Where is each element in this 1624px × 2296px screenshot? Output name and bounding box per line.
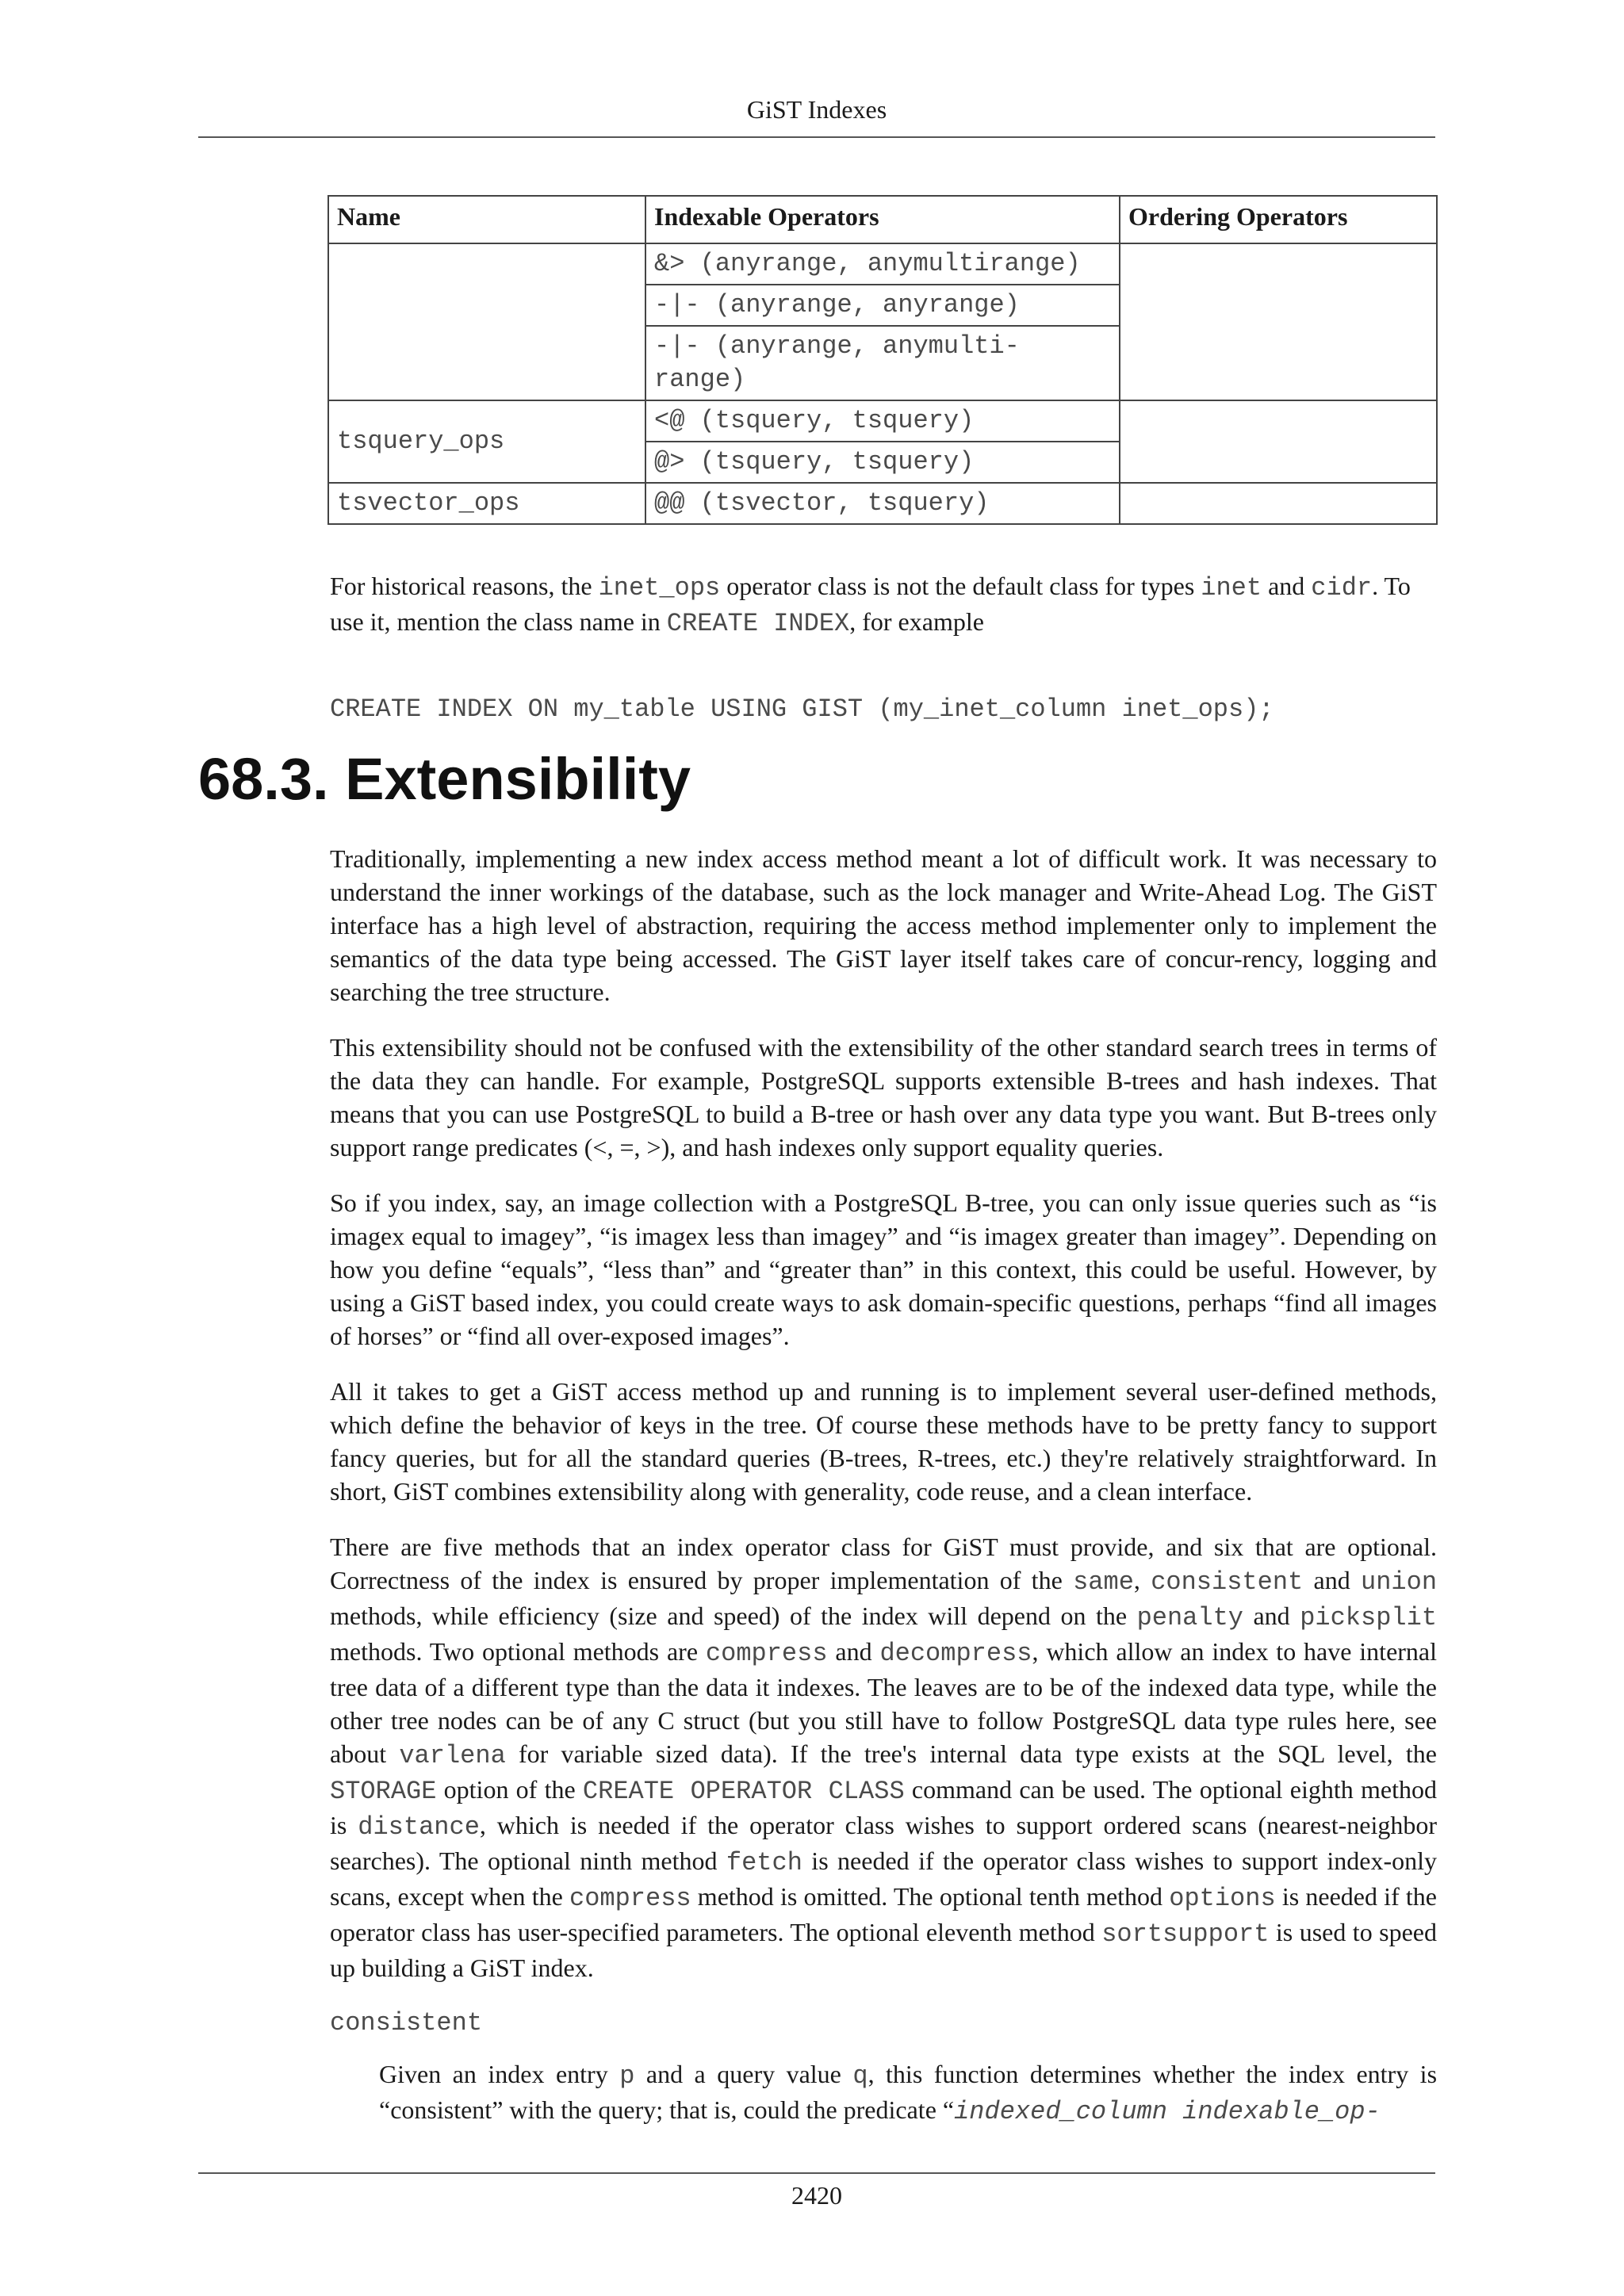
command-name: CREATE OPERATOR CLASS bbox=[582, 1777, 905, 1806]
create-index-code: CREATE INDEX bbox=[666, 609, 850, 638]
method-name: same bbox=[1073, 1567, 1134, 1597]
cidr-code: cidr bbox=[1311, 573, 1373, 603]
running-header: GiST Indexes bbox=[746, 95, 887, 124]
operator-cell: @> (tsquery, tsquery) bbox=[645, 442, 1120, 483]
ordering-cell bbox=[1120, 243, 1437, 400]
variable-name: q bbox=[852, 2061, 868, 2091]
name-cell: tsquery_ops bbox=[328, 400, 645, 483]
ordering-cell bbox=[1120, 400, 1437, 483]
page-number: 2420 bbox=[791, 2181, 842, 2210]
inet-ops-code: inet_ops bbox=[598, 573, 721, 603]
table-row bbox=[328, 483, 1437, 524]
operator-cell: &> (anyrange, anymultirange) bbox=[645, 243, 1120, 285]
name-cell bbox=[328, 243, 645, 400]
paragraph: All it takes to get a GiST access method up and running is to implement several user-defined methods, which define the behavior of keys in the tree. Of course these methods have to be pretty fancy to support fancy queries, but for all the standard queries (B-trees, R-trees, etc.) they're relatively straightforward. In short, GiST combines extensibility along with generality, code reuse, and a clean interface. bbox=[330, 1377, 1437, 1506]
method-name: options bbox=[1169, 1884, 1276, 1913]
method-name: distance bbox=[358, 1812, 480, 1842]
paragraph: Traditionally, implementing a new index access method meant a lot of difficult work. It was necessary to understand the inner workings of the database, such as the lock manager and Write-Ahead Log. The GiST interface has a high level of abstraction, requiring the access method implementer only to implement the semantics of the data type being accessed. The GiST layer itself takes care of concur-rency, logging and searching the tree structure. bbox=[330, 844, 1437, 1006]
method-name: union bbox=[1361, 1567, 1438, 1597]
operator-cell: -|- (anyrange, anymulti- range) bbox=[645, 326, 1120, 400]
method-name: picksplit bbox=[1300, 1603, 1438, 1632]
method-name: sortsupport bbox=[1101, 1919, 1270, 1949]
option-name: STORAGE bbox=[330, 1777, 437, 1806]
inet-code: inet bbox=[1201, 573, 1262, 603]
method-name: compress bbox=[569, 1884, 691, 1913]
operator-cell: -|- (anyrange, anyrange) bbox=[645, 285, 1120, 326]
column-header-ordering-operators: Ordering Operators bbox=[1120, 196, 1437, 243]
method-name: compress bbox=[705, 1639, 828, 1668]
column-header-indexable-operators: Indexable Operators bbox=[645, 196, 1120, 243]
variable-name: p bbox=[619, 2061, 635, 2091]
code-example-block bbox=[330, 693, 1437, 726]
paragraph: So if you index, say, an image collection with a PostgreSQL B-tree, you can only issue queries such as “is imagex equal to imagey”, “is imagex less than imagey” and “is imagex greater than imagey”. Depending on how you define “equals”, “less than” and “greater than” in this context, this could be useful. However, by using a GiST based index, you could create ways to ask domain-specific questions, perhaps “find all images of horses” or “find all over-exposed images”. bbox=[330, 1188, 1437, 1350]
column-header-name: Name bbox=[328, 196, 645, 243]
code-example: CREATE INDEX ON my_table USING GIST (my_inet_column inet_ops); bbox=[330, 695, 1274, 724]
table-row bbox=[328, 400, 1437, 442]
method-name: decompress bbox=[879, 1639, 1032, 1668]
paragraph-methods: There are five methods that an index operator class for GiST must provide, and six that are optional. Correctness of the index is ensured by proper implementation of the same, consistent and union methods, while efficiency (size and speed) of the index will depend on the penalty and picksplit methods. Two optional methods are compress and decompress, which allow an index to have internal tree data of a different type than the data it indexes. The leaves are to be of the indexed data type, while the other tree nodes can be of any C struct (but you still have to follow PostgreSQL data type rules here, see about varlena for variable sized data). If the tree's internal data type exists at the SQL level, the STORAGE option of the CREATE OPERATOR CLASS command can be used. The optional eighth method is distance, which is needed if the operator class wishes to support ordered scans (nearest-neighbor searches). The optional ninth method fetch is needed if the operator class wishes to support index-only scans, except when the compress method is omitted. The optional tenth method options is needed if the operator class has user-specified parameters. The optional eleventh method sortsupport is used to speed up building a GiST index. bbox=[330, 1533, 1438, 1982]
historical-note: For historical reasons, the inet_ops operator class is not the default class for types inet and cidr. To use it, mention the class name in CREATE INDEX, for example bbox=[330, 572, 1411, 638]
predicate-code: indexed_column indexable_op- bbox=[954, 2097, 1381, 2126]
section-body bbox=[330, 842, 1437, 2129]
type-name: varlena bbox=[399, 1741, 506, 1770]
operator-class-table bbox=[327, 195, 1438, 525]
definition-term: consistent bbox=[330, 2008, 483, 2038]
table-row bbox=[328, 243, 1437, 285]
method-name: penalty bbox=[1136, 1603, 1243, 1632]
footer-rule bbox=[198, 2172, 1435, 2174]
table-header-row bbox=[328, 196, 1437, 243]
operator-cell: <@ (tsquery, tsquery) bbox=[645, 400, 1120, 442]
method-name: consistent bbox=[1151, 1567, 1304, 1597]
name-cell: tsvector_ops bbox=[328, 483, 645, 524]
header-rule bbox=[198, 136, 1435, 138]
method-name: fetch bbox=[726, 1848, 802, 1877]
definition-body: Given an index entry p and a query value q, this function determines whether the index entry is “consistent” with the query; that is, could the predicate “indexed_column indexable_op- bbox=[379, 2060, 1438, 2126]
paragraph: This extensibility should not be confused with the extensibility of the other standard search trees in terms of the data they can handle. For example, PostgreSQL supports extensible B-trees and hash indexes. That means that you can use PostgreSQL to build a B-tree or hash over any data type you want. But B-trees only support range predicates (<, =, >), and hash indexes only support equality queries. bbox=[330, 1033, 1437, 1161]
operator-cell: @@ (tsvector, tsquery) bbox=[645, 483, 1120, 524]
ordering-cell bbox=[1120, 483, 1437, 524]
section-heading: 68.3. Extensibility bbox=[198, 746, 691, 812]
